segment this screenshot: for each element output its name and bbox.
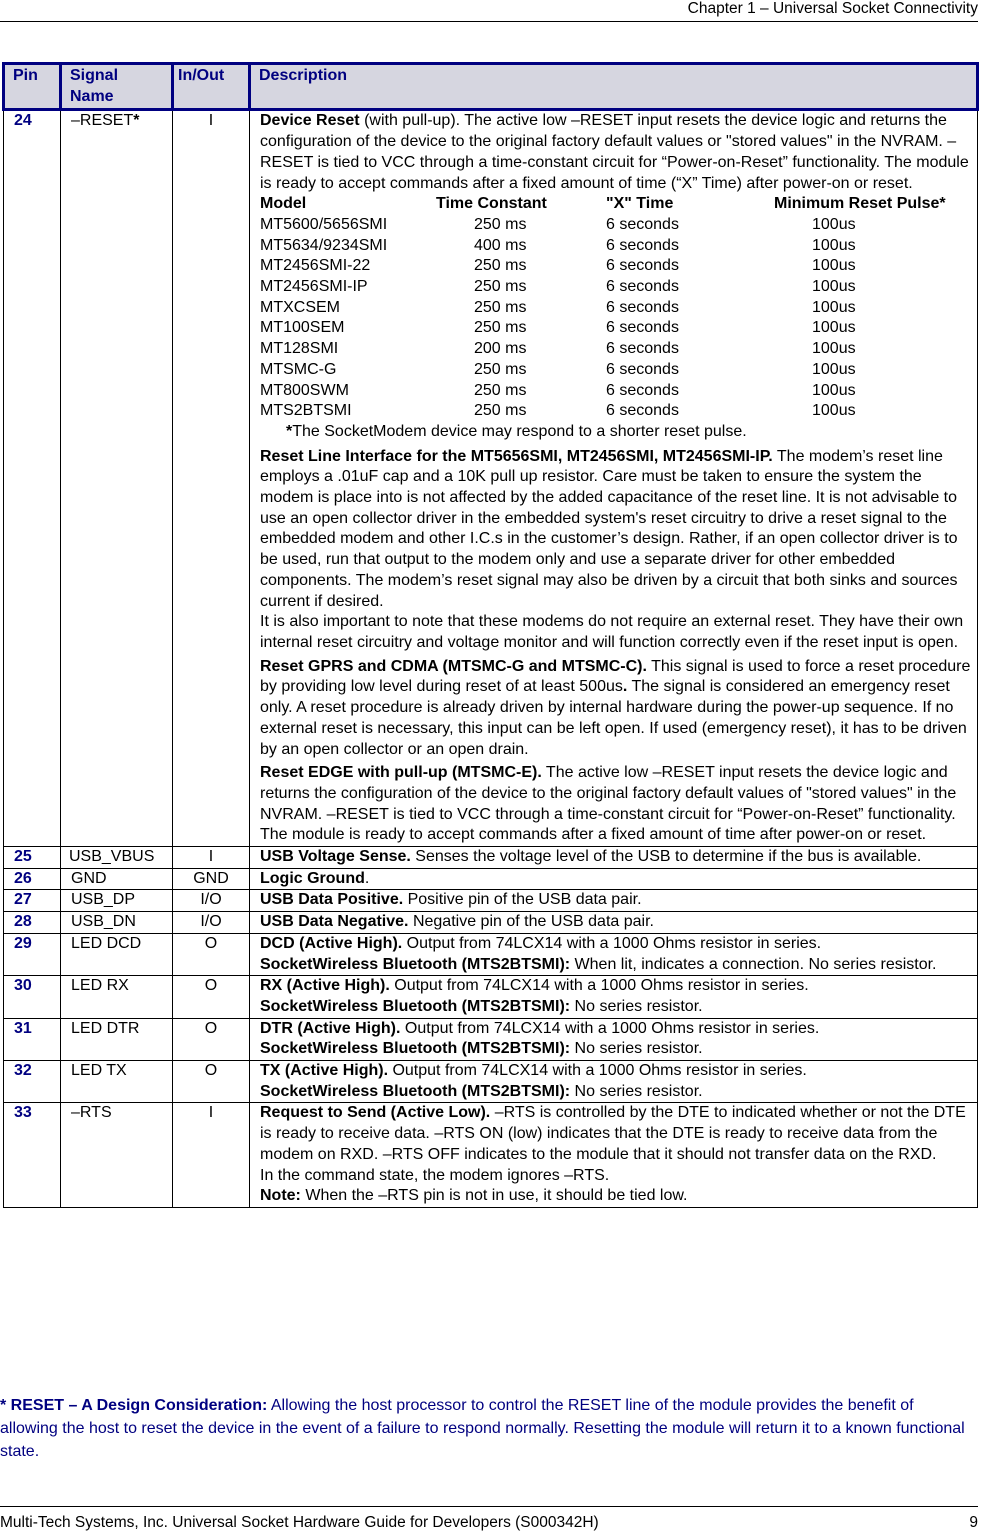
model-table-row: MTXCSEM 250 ms 6 seconds 100us <box>260 298 856 316</box>
page-footer <box>0 1506 978 1533</box>
pin-number: 25 <box>4 847 61 869</box>
signal-name: –RTS <box>61 1103 173 1208</box>
pin-number: 33 <box>4 1103 61 1208</box>
description: USB Data Positive. Positive pin of the USB data pair. <box>250 890 978 912</box>
io-type: O <box>173 933 250 975</box>
pin-number: 29 <box>4 933 61 975</box>
io-type: GND <box>173 868 250 890</box>
design-consideration-footnote: * RESET – A Design Consideration: Allowing the host processor to control the RESET line of the module provides the benefit of allowing the host to reset the device in the event of a failure to respond normally. Resetting the module will return it to a known functional state. <box>0 1397 965 1460</box>
model-table-row: MT5634/9234SMI 400 ms 6 seconds 100us <box>260 236 856 254</box>
pin-number: 26 <box>4 868 61 890</box>
model-table-row: MTS2BTSMI 250 ms 6 seconds 100us <box>260 402 856 420</box>
io-type: O <box>173 1061 250 1103</box>
model-table-row: MT100SEM 250 ms 6 seconds 100us <box>260 319 856 337</box>
signal-name: USB_VBUS <box>61 847 173 869</box>
description: Request to Send (Active Low). –RTS is controlled by the DTE to indicated whether or not the DTE is ready to receive data. –RTS ON (low) indicates that the DTE is ready to receive data from the modem on RXD. –RTS OFF indicates to the module that it should not transfer data on the RXD. In the command state, the modem ignores –RTS. Note: When the –RTS pin is not in use, it should be tied low. <box>250 1103 978 1208</box>
reset-pulse-note: *The SocketModem device may respond to a shorter reset pulse. <box>286 422 747 440</box>
description: TX (Active High). Output from 74LCX14 with a 1000 Ohms resistor in series. SocketWireless Bluetooth (MTS2BTSMI): No series resistor. <box>250 1061 978 1103</box>
model-table-row: MT2456SMI-IP 250 ms 6 seconds 100us <box>260 278 856 296</box>
description: DTR (Active High). Output from 74LCX14 with a 1000 Ohms resistor in series. SocketWireless Bluetooth (MTS2BTSMI): No series resistor. <box>250 1018 978 1060</box>
col-header-pin: Pin <box>4 64 61 110</box>
table-header-row <box>4 64 978 110</box>
description: USB Voltage Sense. Senses the voltage level of the USB to determine if the bus is available. <box>250 847 978 869</box>
pin-number: 24 <box>4 110 61 847</box>
chapter-title: Chapter 1 – Universal Socket Connectivity <box>687 0 978 17</box>
signal-name: LED RX <box>61 976 173 1018</box>
table-row <box>4 1061 978 1103</box>
col-header-io: In/Out <box>173 64 250 110</box>
table-row <box>4 110 978 847</box>
table-row <box>4 890 978 912</box>
signal-name: LED TX <box>61 1061 173 1103</box>
description: RX (Active High). Output from 74LCX14 with a 1000 Ohms resistor in series. SocketWireless Bluetooth (MTS2BTSMI): No series resistor. <box>250 976 978 1018</box>
table-row <box>4 1103 978 1208</box>
model-table-row: MT128SMI 200 ms 6 seconds 100us <box>260 340 856 358</box>
model-table-row: MTSMC-G 250 ms 6 seconds 100us <box>260 360 856 378</box>
model-table-row: MT2456SMI-22 250 ms 6 seconds 100us <box>260 257 856 275</box>
io-type: I <box>173 847 250 869</box>
table-row <box>4 976 978 1018</box>
io-type: I <box>173 110 250 847</box>
pin-description-table <box>2 62 979 1208</box>
io-type: O <box>173 976 250 1018</box>
page-number: 9 <box>969 1514 978 1531</box>
pin-number: 27 <box>4 890 61 912</box>
io-type: I <box>173 1103 250 1208</box>
signal-name: –RESET* <box>61 110 173 847</box>
footer-doc-title: Multi-Tech Systems, Inc. Universal Socket Hardware Guide for Developers (S000342H) <box>0 1514 599 1531</box>
description: DCD (Active High). Output from 74LCX14 with a 1000 Ohms resistor in series. SocketWireless Bluetooth (MTS2BTSMI): When lit, indicates a connection. No series resistor. <box>250 933 978 975</box>
io-type: I/O <box>173 912 250 934</box>
io-type: I/O <box>173 890 250 912</box>
col-header-description: Description <box>250 64 978 110</box>
signal-name: LED DTR <box>61 1018 173 1060</box>
pin-number: 31 <box>4 1018 61 1060</box>
table-row <box>4 912 978 934</box>
model-table-row: MT5600/5656SMI 250 ms 6 seconds 100us <box>260 215 856 233</box>
col-header-signal: Signal Name <box>61 64 173 110</box>
model-table-row: MT800SWM 250 ms 6 seconds 100us <box>260 381 856 399</box>
pin-number: 32 <box>4 1061 61 1103</box>
table-row <box>4 868 978 890</box>
table-row <box>4 1018 978 1060</box>
description: USB Data Negative. Negative pin of the USB data pair. <box>250 912 978 934</box>
table-row <box>4 847 978 869</box>
io-type: O <box>173 1018 250 1060</box>
description: Device Reset (with pull-up). The active low –RESET input resets the device logic and returns the configuration of the device to the original factory default values or "stored values" in the NVRAM. –RESET is tied to VCC through a time-constant circuit for “Power-on-Reset” functionality. The module is ready to accept commands after a fixed amount of time (“X” Time) after power-on or reset. Model Time Constant "X" Time Minimum Reset Pulse* MT5600/5656SMI 250 ms 6 seconds 100us MT5634/9234SMI 400 ms 6 seconds 100us MT2456SMI-22 250 ms 6 seconds 100us MT2456SMI-IP 250 ms 6 seconds 100us MTXCSEM 250 ms 6 seconds 100us MT100SEM 250 ms 6 seconds 100us MT128SMI 200 ms 6 seconds 100us MTSMC-G 250 ms 6 seconds 100us MT800SWM 250 ms 6 seconds 100us MTS2BTSMI 250 ms 6 seconds 100us *The SocketModem device may respond to a shorter reset pulse. Reset Line Interface for the MT5656SMI, MT2456SMI, MT2456SMI-IP. The modem’s reset line employs a .01uF cap and a 10K pull up resistor. Care must be taken to ensure the system the modem is place into is not affected by the added capacitance of the reset line. It is not advisable to use an open collector driver in the embedded system's reset circuitry to drive a reset signal to the embedded modem and other I.C.s in the customer’s design. Rather, if an open collector driver is to be used, run that output to the modem only and use a separate driver for other embedded components. The modem’s reset signal may also be driven by a circuit that both sinks and sources current if desired. It is also important to note that these modems do not require an external reset. They have their own internal reset circuitry and voltage monitor and will function correctly even if the reset input is open. Reset GPRS and CDMA (MTSMC-G and MTSMC-C). This signal is used to force a reset procedure by providing low level during reset of at least 500us. The signal is considered an emergency reset only. A reset procedure is already driven by internal hardware during the power-up sequence. If no external reset is necessary, this input can be left open. If used (emergency reset), it has to be driven by an open collector or an open drain. Reset EDGE with pull-up (MTSMC-E). The active low –RESET input resets the device logic and returns the configuration of the device to the original factory default values of "stored values" in the NVRAM. –RESET is tied to VCC through a time-constant circuit for “Power-on-Reset” functionality. The module is ready to accept commands after a fixed amount of time after power-on or reset. <box>250 110 978 847</box>
table-row <box>4 933 978 975</box>
signal-name: GND <box>61 868 173 890</box>
pin-number: 28 <box>4 912 61 934</box>
page-header <box>0 0 978 22</box>
pin-number: 30 <box>4 976 61 1018</box>
signal-name: USB_DN <box>61 912 173 934</box>
signal-name: LED DCD <box>61 933 173 975</box>
signal-name: USB_DP <box>61 890 173 912</box>
model-table-header: Model Time Constant "X" Time Minimum Reset Pulse* <box>260 195 946 213</box>
description: Logic Ground. <box>250 868 978 890</box>
